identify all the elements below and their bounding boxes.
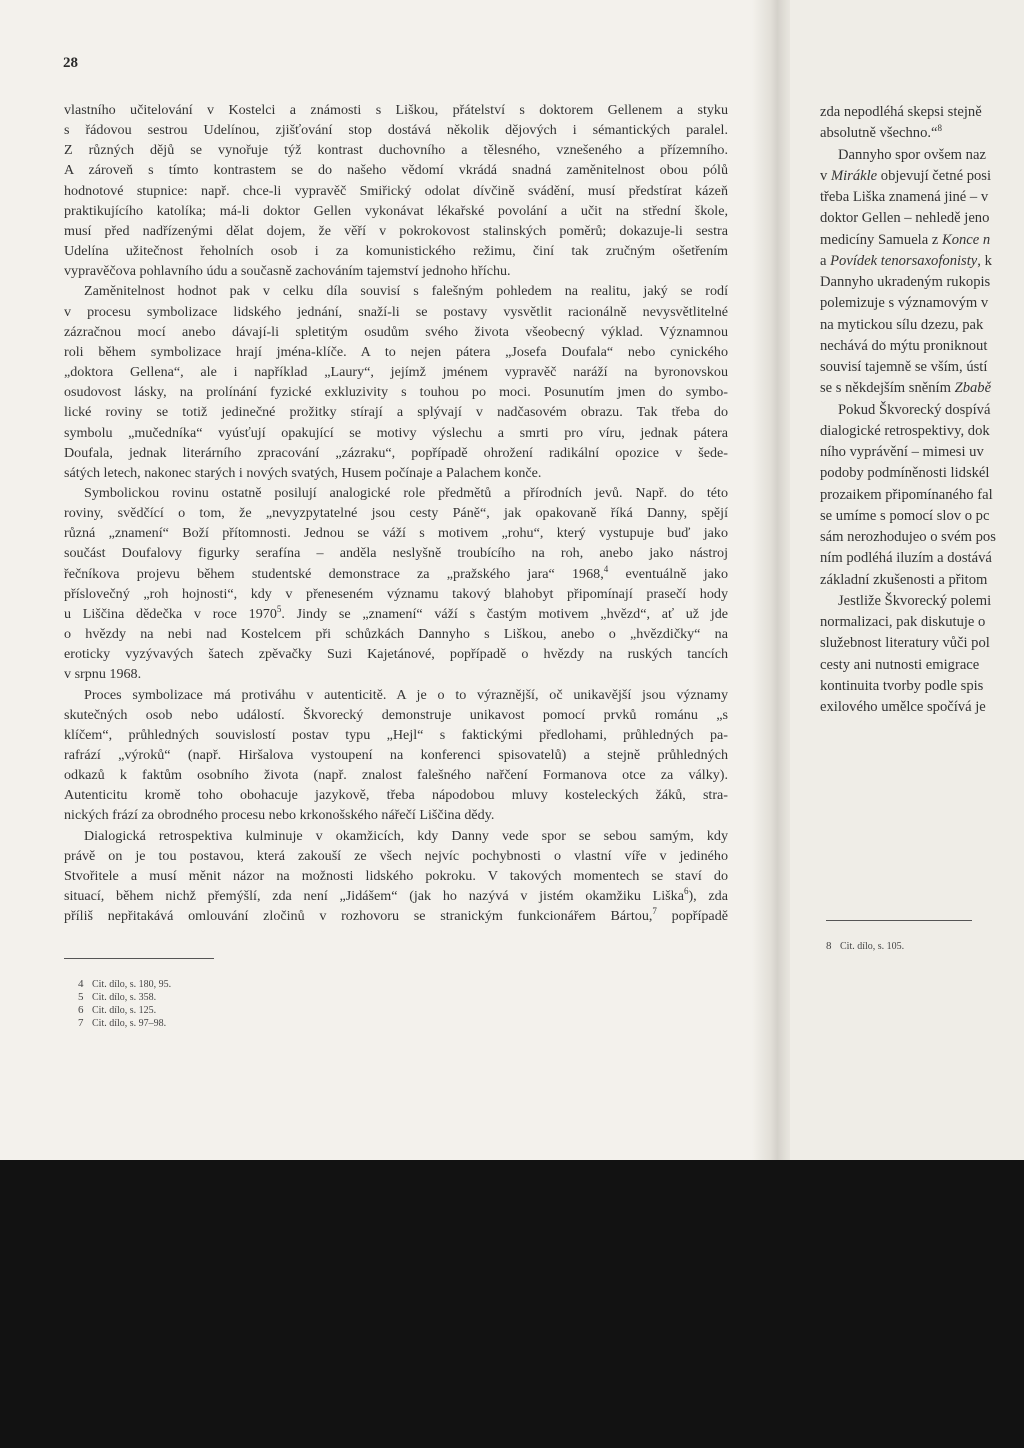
text-line: doktor Gellen – nehledě jeno <box>820 210 990 227</box>
text-line: se s někdejším sněním Zbabě <box>820 380 992 397</box>
text-line: sátých letech, nakonec starých i nových svatých, Husem počínaje a Palachem konče. <box>64 464 542 481</box>
text-line: symbolu „mučedníka“ vyúsťují opakující se motivy výslechu a smrti pro víru, jednak pátera <box>64 424 728 441</box>
text-line: lické roviny se totiž jedinečné prožitky stírají a splývají v nadčasovém obrazu. Tak třeba do <box>64 404 728 421</box>
text-line: vypravěčova pohlavního údu a současně zachováním tajemství jednoho hříchu. <box>64 263 511 280</box>
footnote <box>826 940 904 953</box>
text-line: v procesu symbolizace lidského jednání, snaží-li se postavy vysvětlit racionálně nevysvětlitelné <box>64 303 728 320</box>
footnote-text: Cit. dílo, s. 358. <box>92 992 157 1003</box>
left-footnotes <box>78 978 171 1030</box>
text-line: exilového umělce spočívá je <box>820 699 986 715</box>
scan-background <box>0 1160 1024 1448</box>
text-line: řečníkova projevu během studentské demonstrace za „pražského jara“ 1968,$^4$ eventuálně jako <box>64 563 728 582</box>
page-number: 28 <box>63 55 78 71</box>
text-line: osudovost lásky, na prolínání fyzické exkluzivity s touhou po moci. Posunutím jmen do symbo- <box>64 384 728 401</box>
text-line: eroticky vyzývavých šatech zpěvačky Suzi Kajetánové, popřípadě o hvězdy na ruských tancích <box>64 646 728 663</box>
right-page-body <box>820 102 1024 718</box>
text-line: zázračnou mocí anebo dávají-li spletitým osudům svého života všeobecný výklad. Významnou <box>64 323 728 340</box>
footnote-number: 5 <box>78 991 84 1003</box>
footnote <box>78 1004 171 1017</box>
text-line: ního vyprávění – mimesi uv <box>820 444 984 460</box>
text-line: medicíny Samuela z Konce n <box>820 231 991 248</box>
text-line: musí před nadřízenými dělat dojem, že věří v pokrokovost stalinských poměrů; dokazuje-li sestra <box>64 222 728 239</box>
footnote-text: Cit. dílo, s. 125. <box>92 1005 157 1016</box>
text-line: absolutně všechno.“$^8$ <box>820 123 943 142</box>
footnote <box>78 1017 171 1030</box>
text-line: praktikujícího katolíka; má-li doktor Gellen vykonávat lékařské povolání a učit na střední škole, <box>64 202 728 219</box>
text-line: služebnost literatury vůči pol <box>820 635 990 652</box>
text-line: Dialogická retrospektiva kulminuje v okamžicích, kdy Danny vede spor se sebou samým, kdy <box>84 827 728 844</box>
footnote-text: Cit. dílo, s. 105. <box>840 941 905 952</box>
paragraph <box>64 281 728 483</box>
text-line: příliš nepřitakává omlouvání zločinů v rozhovoru se stranickým funkcionářem Bártou,$^7$ popřípadě <box>64 906 728 925</box>
text-line: klíčem“, průhledných souvislostí postav typu „Hejl“ s faktickými předlohami, průhledných pa- <box>64 726 728 743</box>
text-line: hodnotové stupnice: např. chce-li vypravěč Smiřický odolat dívčině svádění, musí předstírat kázeň <box>64 182 728 199</box>
text-line: nických frází za obrodného procesu nebo krkonošského nářečí Liščina dědy. <box>64 807 495 824</box>
text-line: Doufala, jednak literárního zpracování „zázraku“, popřípadě ohrožení radikální opozice v šede- <box>64 444 728 461</box>
footnote-text: Cit. dílo, s. 97–98. <box>92 1018 167 1029</box>
right-footnotes <box>826 940 904 953</box>
text-line: Udelína užitečnost řeholních osob i za komunistického režimu, činí tak zručným ošetřením <box>64 243 728 260</box>
footnote-number: 7 <box>78 1017 84 1029</box>
text-line: třeba Liška znamená jiné – v <box>820 189 989 205</box>
text-line: polemizuje s významovým v <box>820 295 989 312</box>
text-line: prozaikem připomínaného fal <box>820 486 993 503</box>
text-line: skutečných osob nebo událostí. Škvorecký demonstruje unikavost pomocí prvků románu „s <box>64 706 728 723</box>
text-line: zda nepodléhá skepsi stejně <box>820 104 982 120</box>
text-line: Zaměnitelnost hodnot pak v celku díla souvisí s falešným pohledem na realitu, jaký se rodí <box>84 283 728 300</box>
text-line: ním podléhá iluzím a dostává <box>820 550 992 567</box>
text-line: s řádovou sestrou Udelínou, zjišťování stop dostává několik dějových i sémantických paralel. <box>64 122 728 139</box>
footnote <box>78 991 171 1004</box>
text-line: a Povídek tenorsaxofonisty, k <box>820 252 992 269</box>
text-line: sám nerozhodujeo o svém pos <box>820 529 996 545</box>
text-line: nechává do mýtu proniknout <box>820 337 988 354</box>
text-line: situací, během nichž přemýšlí, zda není „Jidášem“ (jak ho nazývá v jistém okamžiku Liška$^6$), zda <box>64 886 728 905</box>
text-line: součást Doufalovy figurky serafína – anděla neslyšně troubícího na roh, anebo jako nástroj <box>64 545 728 562</box>
paragraph <box>64 685 728 826</box>
text-line: podoby podmíněnosti lidskél <box>820 465 990 482</box>
text-line: roli během symbolizace hrají jména-klíče. A to nejen pátera „Josefa Doufala“ nebo cynického <box>64 343 728 360</box>
text-line: vlastního učitelování v Kostelci a známosti s Liškou, přátelství s doktorem Gellenem a styku <box>64 102 728 118</box>
left-page-body <box>64 100 728 926</box>
text-line: Dannyho ukradeným rukopis <box>820 274 991 290</box>
text-line: A zároveň s tímto kontrastem se do našeho vědomí vkrádá snadná zaměnitelnost obou pólů <box>64 162 728 179</box>
footnote-number: 4 <box>78 978 84 990</box>
text-line: Symbolickou rovinu ostatně posilují analogické role předmětů a přírodních jevů. Např. do této <box>84 484 728 501</box>
left-footnote-rule <box>64 958 214 959</box>
text-line: Z různých dějů se vynořuje týž kontrast duchovního a tělesného, vznešeného a přízemního. <box>64 142 728 159</box>
text-line: odkazů k faktům osobního života (např. znalost falešného nařčení Formanova otce za války). <box>64 767 728 784</box>
right-footnote-rule <box>826 920 972 921</box>
text-line: Stvořitele a musí měnit názor na možnosti lidského pokroku. V takových momentech se staví do <box>64 867 728 884</box>
footnote-number: 6 <box>78 1004 84 1016</box>
paragraph <box>64 100 728 281</box>
text-line: u Liščina dědečka v roce 1970$^5$. Jindy se „znamení“ váží s častým motivem „hvězd“, ať už jde <box>64 603 728 622</box>
text-line: právě on je tou postavou, která zakouší ze všech nejvíc pochybnosti o vlastní víře v jediného <box>64 847 728 864</box>
text-line: cesty ani nutnosti emigrace <box>820 656 980 673</box>
text-line: dialogické retrospektivy, dok <box>820 422 990 439</box>
footnote <box>78 978 171 991</box>
text-line: Pokud Škvorecký dospívá <box>838 401 991 418</box>
text-line: „doktora Gellena“, ale i například „Laury“, jejímž jménem vypravěč naráží na byronovskou <box>64 364 728 381</box>
footnote-text: Cit. dílo, s. 180, 95. <box>92 979 172 990</box>
text-line: kontinuita tvorby podle spis <box>820 677 984 694</box>
text-line: základní zkušenosti a přitom <box>820 571 988 588</box>
text-line: roviny, svědčící o tom, že „nevyzpytatelné jsou cesty Páně“, jak opakovaně říká Danny, spějí <box>64 505 728 522</box>
footnote-number: 8 <box>826 940 832 952</box>
text-line: o hvězdy na nebi nad Kostelcem při schůzkách Dannyho s Liškou, anebo o „hvězdičky“ na <box>64 626 728 643</box>
text-line: v Mirákle objevují četné posi <box>820 167 992 184</box>
text-line: rafrází „výroků“ (např. Hiršalova vystoupení na konferenci spisovatelů) a stejně průhledných <box>64 747 728 763</box>
paragraph <box>64 483 728 685</box>
text-line: Dannyho spor ovšem naz <box>838 146 986 163</box>
text-line: v srpnu 1968. <box>64 666 142 683</box>
paragraph <box>64 826 728 927</box>
text-line: Proces symbolizace má protiváhu v autenticitě. A je o to výraznější, oč unikavější jsou významy <box>84 686 728 703</box>
text-line: souvisí tajemně se vším, ústí <box>820 359 988 375</box>
text-line: Autenticitu kromě toho obohacuje jazykově, třeba nápodobou mluvy kosteleckých žáků, stra- <box>64 787 728 804</box>
text-line: různá „znamení“ Boží přítomnosti. Jednou se váží s motivem „rohu“, který vystupuje buď jako <box>64 525 728 542</box>
text-line: normalizaci, pak diskutuje o <box>820 614 986 630</box>
text-line: se umíme s pomocí slov o pc <box>820 507 990 524</box>
text-line: příslovečný „roh hojnosti“, kdy v přeneseném významu takový blahobyt připomínají prasečí hody <box>64 585 728 602</box>
text-line: na mytickou sílu dzezu, pak <box>820 316 984 333</box>
text-line: Jestliže Škvorecký polemi <box>838 592 992 609</box>
